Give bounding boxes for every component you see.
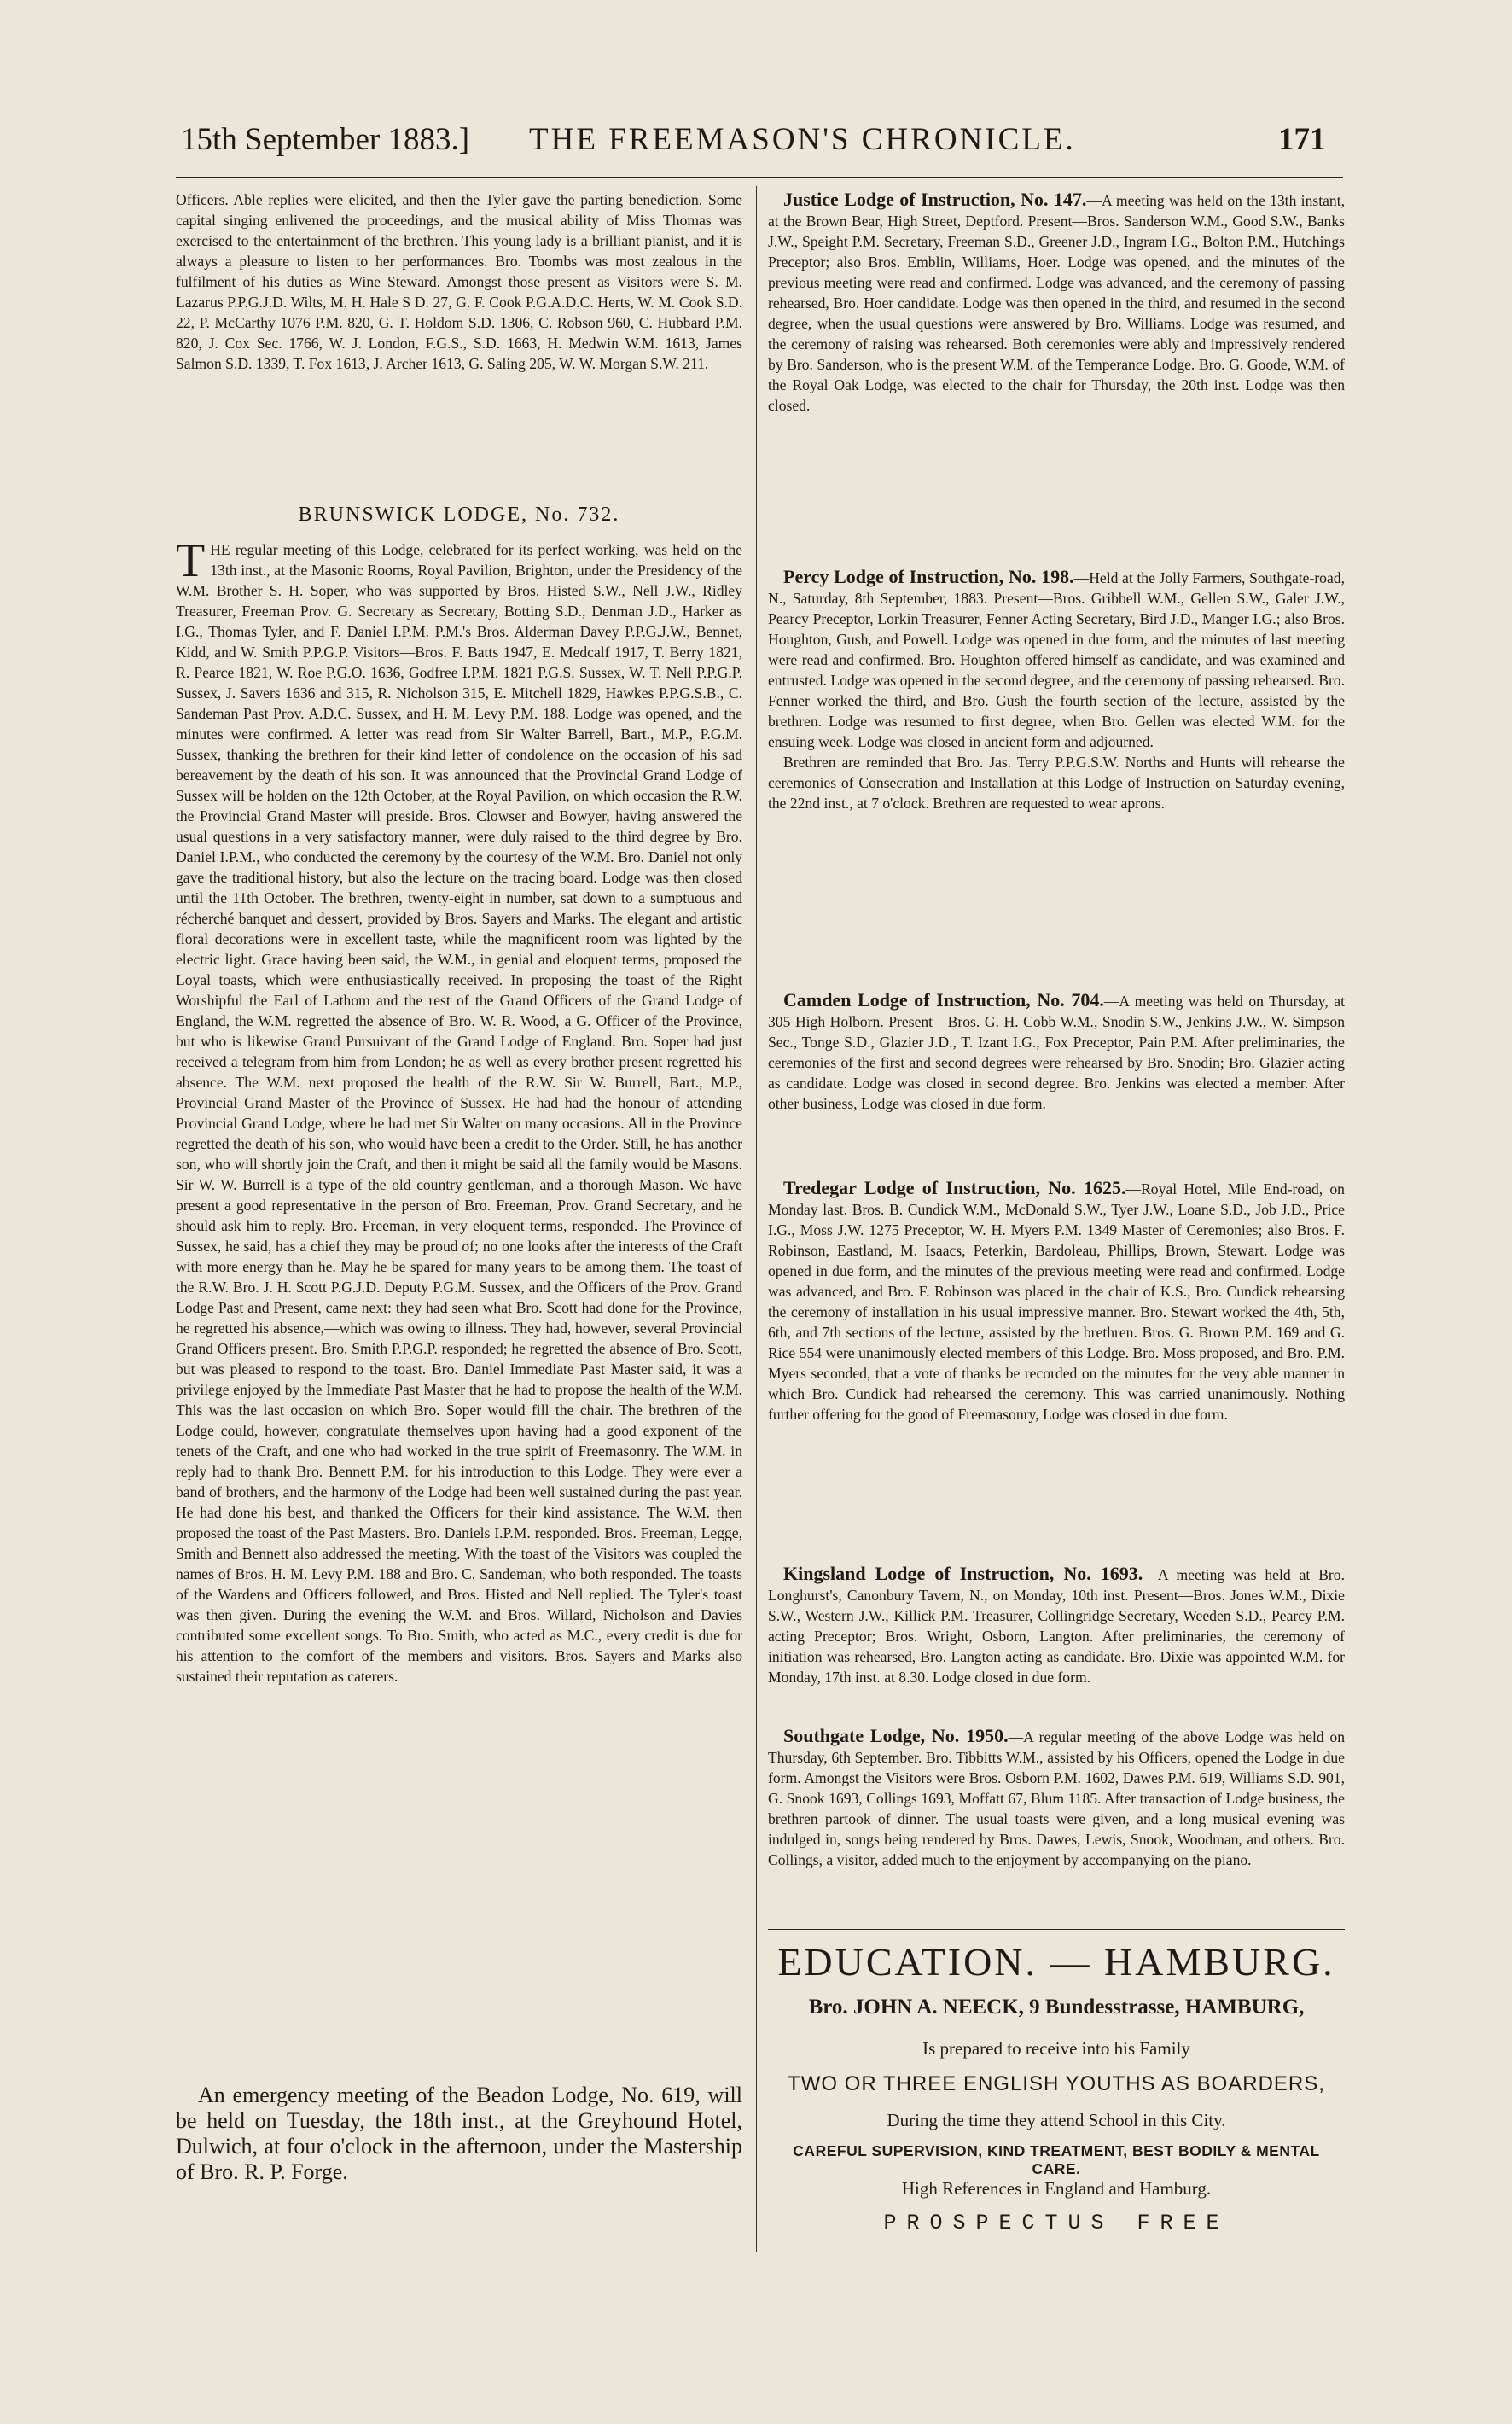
- emergency-meeting-notice: [176, 2083, 742, 2185]
- southgate-lodge-title: Southgate Lodge, No. 1950.: [783, 1725, 1009, 1746]
- header-rule: [176, 177, 1343, 178]
- tredegar-lodge-report: [768, 1178, 1345, 1425]
- justice-lodge-title: Justice Lodge of Instruction, No. 147.: [783, 189, 1087, 210]
- camden-lodge-body: —A meeting was held on Thursday, at 305 High Holborn. Present—Bros. G. H. Cobb W.M., Snodin S.W., Jenkins J.W., W. Simpson Sec., Tonge S.D., Glazier J.D., T. Izant I.G., Fox Preceptor, Pain P.M. After preliminaries, the ceremonies of the first and second degrees were rehearsed by Bro. Snodin; Bro. Glazier acting as candidate. Lodge was closed in second degree. Bro. Jenkins was elected a member. After other business, Lodge was closed in due form.: [768, 993, 1345, 1112]
- advert-prospectus: PROSPECTUS FREE: [883, 2211, 1230, 2235]
- percy-lodge-body: —Held at the Jolly Farmers, Southgate-road, N., Saturday, 8th September, 1883. Present—Bros. Gribbell W.M., Gellen S.W., Galer J.W., Pearcy Preceptor, Lorkin Treasurer, Fenner Acting Secretary, Bird J.D., Manger I.G.; also Bros. Houghton, Gush, and Powell. Lodge was opened in due form, and the minutes of last meeting were read and confirmed. Bro. Houghton offered himself as candidate, and was examined and entrusted. Lodge was opened in the second degree, and the ceremony of passing rehearsed. Bro. Fenner worked the third, and Bro. Gush the fourth section of the lecture, assisted by the brethren. Lodge was resumed to first degree, when Bro. Gellen was elected W.M. for the ensuing week. Lodge was closed in ancient form and adjourned.: [768, 569, 1345, 750]
- brunswick-lodge-article: [176, 539, 742, 2059]
- tredegar-lodge-title: Tredegar Lodge of Instruction, No. 1625.: [783, 1177, 1126, 1198]
- percy-lodge-title: Percy Lodge of Instruction, No. 198.: [783, 566, 1074, 587]
- advert-heading: EDUCATION. — HAMBURG.: [777, 1940, 1335, 1984]
- camden-lodge-title: Camden Lodge of Instruction, No. 704.: [783, 989, 1104, 1011]
- kingsland-lodge-body: —A meeting was held at Bro. Longhurst's, Canonbury Tavern, N., on Monday, 10th inst. Present—Bros. Jones W.M., Dixie S.W., Western J.W., Killick P.M. Treasurer, Collingridge Secretary, Weeden S.D., Pearcy P.M. acting Preceptor; Bros. Wright, Osborn, Langton. After preliminaries, the ceremony of initiation was rehearsed, Bro. Langton acting as candidate. Bro. Dixie was appointed W.M. for Monday, 17th inst. at 8.30. Lodge closed in due form.: [768, 1566, 1345, 1686]
- advert-line-3: During the time they attend School in this City.: [887, 2110, 1226, 2130]
- emergency-notice-text: An emergency meeting of the Beadon Lodge, No. 619, will be held on Tuesday, the 18th inst., at the Greyhound Hotel, Dulwich, at four o'clock in the afternoon, under the Mastership of Bro. R. P. Forge.: [176, 2083, 742, 2184]
- brunswick-body: HE regular meeting of this Lodge, celebrated for its perfect working, was held on the 13th inst., at the Masonic Rooms, Royal Pavilion, Brighton, under the Presidency of the W.M. Brother S. H. Soper, who was supported by Bros. Histed S.W., Nell J.W., Ridley Treasurer, Freeman Prov. G. Secretary as Secretary, Botting S.D., Denman J.D., Harker as I.G., Thomas Tyler, and F. Daniel I.P.M. P.M.'s Bros. Alderman Davey P.P.G.J.W., Bennet, Kidd, and W. Smith P.P.G.P. Visitors—Bros. F. Batts 1947, E. Medcalf 1917, T. Berry 1821, R. Pearce 1821, W. Roe P.G.O. 1636, Godfree I.P.M. 1821 P.G.S. Sussex, W. T. Nell P.P.G.P. Sussex, J. Savers 1636 and 315, R. Nicholson 315, E. Mitchell 1829, Hawkes P.P.G.S.B., C. Sandeman Past Prov. A.D.C. Sussex, and H. M. Levy P.M. 188. Lodge was opened, and the minutes were confirmed. A letter was read from Sir Walter Barrell, Bart., M.P., P.G.M. Sussex, thanking the brethren for their kind letter of condolence on the occasion of his sad bereavement by the death of his son. It was announced that the Provincial Grand Lodge of Sussex will be holden on the 12th October, at the Royal Pavilion, on which occasion the R.W. the Provincial Grand Master will preside. Bros. Clowser and Bowyer, having answered the usual questions in a very satisfactory manner, were duly raised to the third degree by Bro. Daniel I.P.M., who conducted the ceremony by the courtesy of the W.M. Bro. Daniel not only gave the traditional history, but also the lecture on the tracing board. Lodge was then closed until the 11th October. The brethren, twenty-eight in number, sat down to a sumptuous and récherché banquet and dessert, provided by Bros. Sayers and Marks. The elegant and artistic floral decorations were in excellent taste, while the magnificent room was lighted by the electric light. Grace having been said, the W.M., in genial and eloquent terms, proposed the Loyal toasts, which were enthusiastically received. In proposing the toast of the Right Worshipful the Earl of Lathom and the rest of the Grand Officers of the Grand Lodge of England, the W.M. regretted the absence of Bro. W. R. Wood, a G. Officer of the Province, but who is likewise Grand Pursuivant of the Grand Lodge of England. Bro. Soper had just received a telegram from him from London; he as well as every brother present regretted his absence. The W.M. next proposed the health of the R.W. Sir W. Burrell, Bart., M.P., Provincial Grand Master of the Province of Sussex. He had had the honour of attending Provincial Grand Lodge, where he had met Sir Walter on many occasions. All in the Province regretted the death of his son, who would have been a credit to the Order. Still, he has another son, who will shortly join the Craft, and then it might be said all the family would be Masons. Sir W. W. Burrell is a type of the old country gentleman, and a thorough Mason. We have present a good representative in the person of Bro. Freeman, Prov. Grand Secretary, and he should ask him to reply. Bro. Freeman, in very eloquent terms, responded. The Province of Sussex, he said, has a chief they may be proud of; no one looks after the interests of the Craft with more energy than he. May he be spared for many years to be among them. The toast of the R.W. Bro. J. H. Scott P.G.J.D. Deputy P.G.M. Sussex, and the Officers of the Prov. Grand Lodge Past and Present, came next: they had seen what Bro. Scott had done for the Province, he regretted his absence,—which was owing to illness. They had, however, several Provincial Grand Officers present. Bro. Smith P.P.G.P. responded; he regretted the absence of Bro. Scott, but was pleased to respond to the toast. Bro. Daniel Immediate Past Master said, it was a privilege enjoyed by the Immediate Past Master that he had to propose the health of the W.M. This was the last occasion on which Bro. Soper would fill the chair. The brethren of the Lodge could, however, congratulate themselves upon having had a good exponent of the tenets of the Craft, and one who had worked in the true spirit of Freemasonry. The W.M. in reply had to thank Bro. Bennett P.M. for his introduction to this Lodge. They were ever a band of brothers, and the harmony of the Lodge had been well sustained during the past year. He had done his best, and thanked the Officers for their kind assistance. The W.M. then proposed the toast of the Past Masters. Bro. Daniels I.P.M. responded. Bros. Freeman, Legge, Smith and Bennett also addressed the meeting. With the toast of the Visitors was coupled the names of Bros. H. M. Levy P.M. 188 and Bro. C. Sandeman, who both responded. The toasts of the Wardens and Officers followed, and Bros. Histed and Nell replied. The Tyler's toast was then given. During the evening the W.M. and Bros. Willard, Nicholson and Davies contributed some excellent songs. To Bro. Smith, who acted as M.C., every credit is due for his attention to the comfort of the members and visitors. Bros. Sayers and Marks also sustained their reputation as caterers.: [176, 541, 742, 1685]
- advert-line-1: Is prepared to receive into his Family: [922, 2038, 1190, 2059]
- page-number: 171: [1278, 122, 1326, 157]
- brunswick-lodge-title: BRUNSWICK LODGE, No. 732.: [298, 504, 620, 526]
- drop-cap: T: [176, 539, 206, 587]
- southgate-lodge-body: —A regular meeting of the above Lodge was held on Thursday, 6th September. Bro. Tibbitts W.M., assisted by his Officers, opened the Lodge in due form. Amongst the Visitors were Bros. Osborn P.M. 1602, Dawes P.M. 619, Williams S.D. 901, G. Snook 1693, Collings 1693, Moffatt 67, Blum 1185. After transaction of Lodge business, the brethren partook of dinner. The usual toasts were given, and a long musical evening was indulged in, songs being rendered by Bros. Dawes, Lewis, Snook, Woodman, and others. Bro. Collings, a visitor, added much to the enjoyment by accompanying on the piano.: [768, 1728, 1345, 1868]
- advert-line-4: CAREFUL SUPERVISION, KIND TREATMENT, BEST BODILY & MENTAL CARE.: [793, 2142, 1320, 2177]
- advert-line-2: TWO OR THREE ENGLISH YOUTHS AS BOARDERS,: [788, 2072, 1325, 2095]
- southgate-lodge-report: [768, 1726, 1345, 1870]
- justice-lodge-report: [768, 189, 1345, 416]
- kingsland-lodge-report: [768, 1564, 1345, 1687]
- intro-text: Officers. Able replies were elicited, and then the Tyler gave the parting benediction. Some capital singing enlivened the proceedings, and the musical ability of Miss Thomas was exercised to the entertainment of the brethren. This young lady is a brilliant pianist, and it is always a pleasure to listen to her performances. Bro. Toombs was most zealous in the fulfilment of his duties as Wine Steward. Amongst those present as Visitors were S. M. Lazarus P.P.G.J.D. Wilts, M. H. Hale S D. 27, G. F. Cook P.G.A.D.C. Herts, W. M. Cook S.D. 22, P. McCarthy 1076 P.M. 820, G. T. Holdom S.D. 1306, C. Robson 960, C. Hubbard P.M. 820, J. Cox Sec. 1766, W. J. London, F.G.S., S.D. 1663, H. Medwin W.M. 1613, James Salmon S.D. 1339, T. Fox 1613, J. Archer 1613, G. Saling 205, W. W. Morgan S.W. 211.: [176, 191, 742, 372]
- justice-lodge-body: —A meeting was held on the 13th instant, at the Brown Bear, High Street, Deptford. Present—Bros. Sanderson W.M., Good S.W., Banks J.W., Speight P.M. Secretary, Freeman S.D., Greener J.D., Ingram I.G., Bolton P.M., Hutchings Preceptor; also Bros. Emblin, Williams, Hoer. Lodge was opened, and the minutes of the previous meeting were read and confirmed. Lodge was advanced, and the ceremony of passing rehearsed, Bro. Hoer candidate. Lodge was then opened in the third, and resumed in the second degree, when the usual questions were answered by Bro. Williams. Lodge was resumed, and the ceremony of raising was rehearsed. Both ceremonies were ably and impressively rendered by Bro. Sanderson, who is the present W.M. of the Temperance Lodge. Bro. G. Goode, W.M. of the Royal Oak Lodge, was elected to the chair for Thursday, the 20th inst. Lodge was then closed.: [768, 192, 1345, 414]
- percy-lodge-report: [768, 567, 1345, 813]
- column-divider: [756, 186, 757, 2252]
- tredegar-lodge-body: —Royal Hotel, Mile End-road, on Monday last. Bros. B. Cundick W.M., McDonald S.W., Tyer J.W., Loane S.D., Job J.D., Price I.G., Moss J.W. 1275 Preceptor, W. H. Myers P.M. 1349 Master of Ceremonies; also Bros. F. Robinson, Eastland, M. Isaacs, Peterkin, Bardoleau, Phillips, Brown, Stewart. Lodge was opened in due form, and the minutes of the previous meeting were read and confirmed. Lodge was advanced, and Bro. F. Robinson was placed in the chair of K.S., Bro. Cundick rehearsing the ceremony of installation in his usual impressive manner. Bro. Stewart worked the 4th, 5th, 6th, and 7th sections of the lecture, assisted by the brethren. Bros. G. Brown P.M. 169 and G. Rice 554 were unanimously elected members of this Lodge. Bro. Moss proposed, and Bro. P.M. Myers seconded, that a vote of thanks be recorded on the minutes for the very able manner in which Bro. Cundick had rehearsed the ceremony. This was carried unanimously. Nothing further offering for the good of Freemasonry, Lodge was closed in due form.: [768, 1180, 1345, 1423]
- advert-line-5: High References in England and Hamburg.: [901, 2178, 1212, 2199]
- advert-name-line: Bro. JOHN A. NEECK, 9 Bundesstrasse, HAMBURG,: [808, 1996, 1305, 2019]
- left-intro-paragraph: [176, 189, 742, 374]
- camden-lodge-report: [768, 990, 1345, 1114]
- advert-top-rule: [768, 1929, 1345, 1930]
- kingsland-lodge-title: Kingsland Lodge of Instruction, No. 1693.: [783, 1563, 1143, 1584]
- percy-lodge-note: Brethren are reminded that Bro. Jas. Terry P.P.G.S.W. Norths and Hunts will rehearse the ceremonies of Consecration and Installation at this Lodge of Instruction on Saturday evening, the 22nd inst., at 7 o'clock. Brethren are requested to wear aprons.: [768, 754, 1345, 812]
- header-date: 15th September 1883.]: [181, 122, 470, 157]
- header-title: THE FREEMASON'S CHRONICLE.: [529, 122, 1076, 157]
